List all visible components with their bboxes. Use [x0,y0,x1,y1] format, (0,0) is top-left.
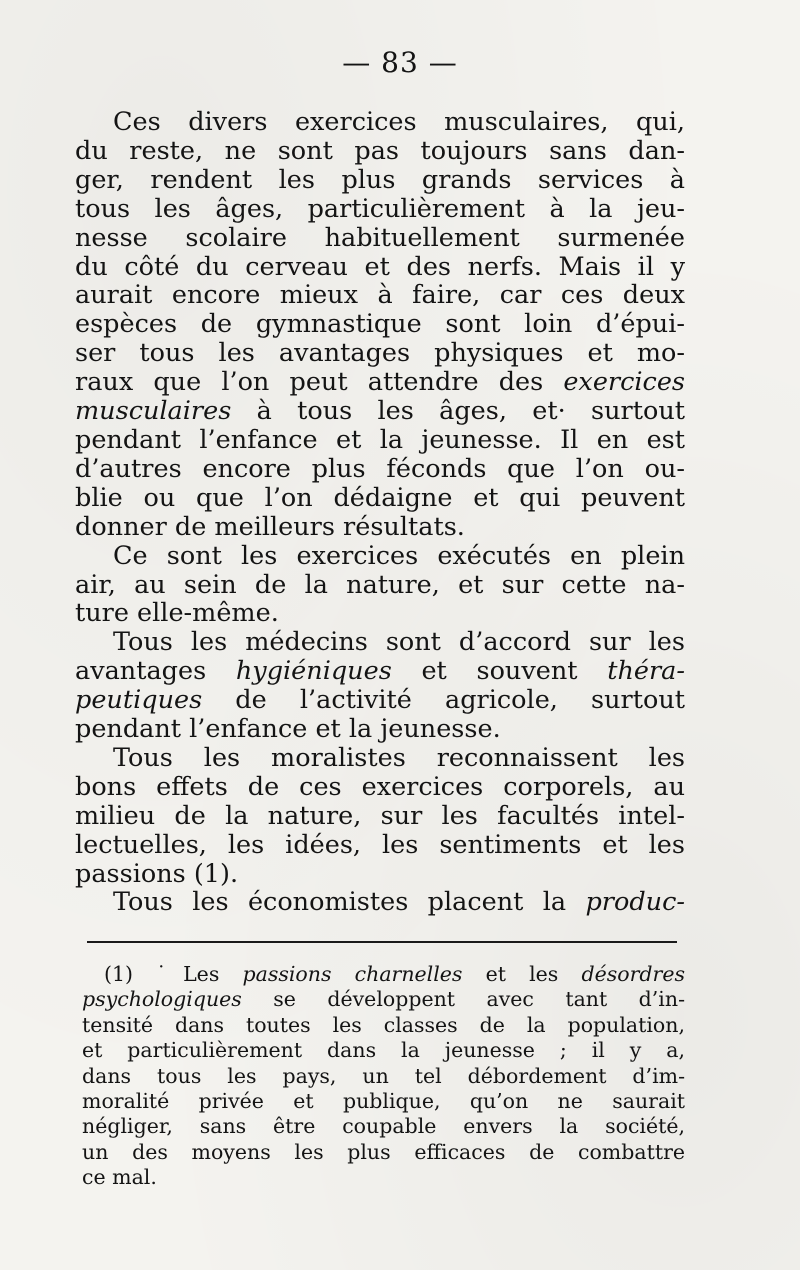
text-line [75,888,685,917]
text-line: ce mal. [82,1165,157,1190]
paragraph [75,744,685,889]
text-run: de l’activité agricole, surtout [202,685,685,716]
italic-phrase: peutiques [75,685,203,716]
text-line: Tous les médecins sont d’accord sur les [113,627,685,658]
paragraph [75,888,685,917]
text-line: négliger, sans être coupable envers la société, [82,1114,685,1139]
text-run: et souvent [391,656,608,687]
text-line: Ce sont les exercices exécutés en plein [113,540,685,571]
text-line [82,962,685,987]
text-line [75,397,685,426]
text-run: Tous les économistes placent la [113,887,586,918]
text-line [75,686,685,715]
text-run: se développent avec tant d’in- [241,987,685,1012]
text-run: (1) ˙Les [104,962,243,986]
text-line: dans tous les pays, un tel débordement d’im- [82,1063,685,1088]
text-line: passions (1). [75,858,239,889]
main-text-body [75,108,685,917]
text-line: moralité privée et publique, qu’on ne saurait [82,1089,685,1114]
text-line [75,368,685,397]
footnote-separator-rule [87,941,677,943]
text-line: nesse scolaire habituellement surmenée [75,222,685,253]
text-line: bons effets de ces exercices corporels, au [75,771,685,802]
text-line: d’autres encore plus féconds que l’on ou- [75,453,685,484]
text-line: du reste, ne sont pas toujours sans dan- [75,135,685,166]
text-line: donner de meilleurs résultats. [75,511,465,542]
italic-phrase: théra- [607,656,685,687]
text-line [82,987,685,1012]
text-line: Tous les moralistes reconnaissent les [113,742,685,773]
text-run: avantages [75,656,236,687]
text-line: milieu de la nature, sur les facultés intel- [75,800,685,831]
text-line: ger, rendent les plus grands services à [75,164,685,195]
text-line: et particulièrement dans la jeunesse ; il y a, [82,1038,685,1063]
text-line: un des moyens les plus efficaces de combattre [82,1139,685,1164]
text-line: ser tous les avantages physiques et mo- [75,338,685,369]
text-run: et les [462,962,582,986]
text-line: tensité dans toutes les classes de la population, [82,1012,685,1037]
text-run: raux que l’on peut attendre des [75,367,564,398]
text-line: ture elle-même. [75,598,279,629]
text-line: aurait encore mieux à faire, car ces deux [75,280,685,311]
italic-phrase: produc- [585,887,685,918]
text-line [75,657,685,686]
italic-phrase: exercices [563,367,685,398]
text-line: espèces de gymnastique sont loin d’épui- [75,309,685,340]
italic-phrase: psychologiques [82,987,242,1012]
text-line: du côté du cerveau et des nerfs. Mais il y [75,251,685,282]
italic-phrase: musculaires [75,396,232,427]
text-line: tous les âges, particulièrement à la jeu- [75,193,685,224]
text-line: pendant l’enfance et la jeunesse. Il en est [75,424,685,455]
text-line: pendant l’enfance et la jeunesse. [75,714,501,745]
paragraph [75,108,685,542]
italic-phrase: désordres [581,962,685,986]
text-line: lectuelles, les idées, les sentiments et les [75,829,685,860]
italic-phrase: passions charnelles [242,962,463,986]
text-run: à tous les âges, et· surtout [231,396,685,427]
page-number: — 83 — [342,46,458,79]
text-line: air, au sein de la nature, et sur cette na- [75,569,685,600]
paragraph [75,628,685,744]
footnote-block [82,962,685,1191]
paragraph [75,542,685,629]
italic-phrase: hygiéniques [235,656,392,687]
text-line: Ces divers exercices musculaires, qui, [113,107,685,137]
text-line: blie ou que l’on dédaigne et qui peuvent [75,482,685,513]
